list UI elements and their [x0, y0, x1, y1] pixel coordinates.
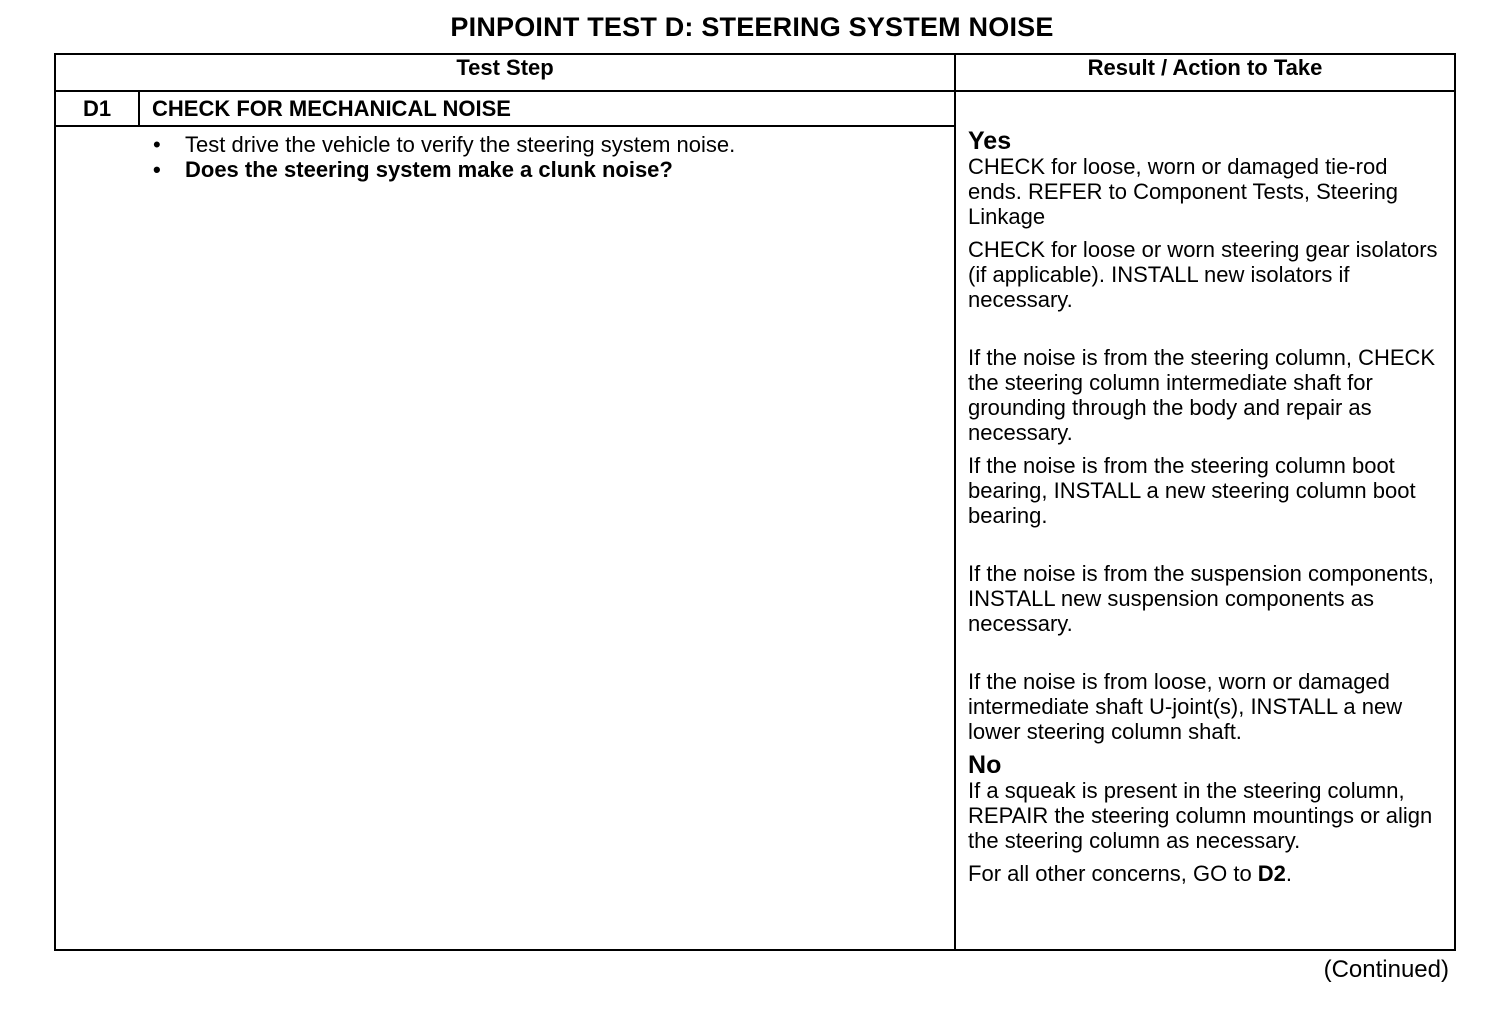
table-header-row [55, 54, 1455, 91]
no-action-2 [968, 861, 1446, 886]
goto-d2-link[interactable]: D2 [1257, 861, 1286, 886]
yes-action-2: CHECK for loose or worn steering gear isolators (if applicable). INSTALL new isolators if necessary. [968, 237, 1438, 312]
no-label: No [968, 751, 1002, 779]
instruction-question: • Does the steering system make a clunk noise? [149, 157, 954, 182]
yes-action-3: If the noise is from the steering column, CHECK the steering column intermediate shaft for grounding through the body and repair as necessary. [968, 345, 1436, 445]
yes-action-6: If the noise is from loose, worn or damaged intermediate shaft U-joint(s), INSTALL a new lower steering column shaft. [968, 669, 1403, 744]
test-step-header: Test Step [55, 54, 955, 91]
step-title: CHECK FOR MECHANICAL NOISE [139, 91, 955, 126]
no-action-2-prefix: For all other concerns, GO to [968, 861, 1258, 886]
no-action-2-suffix: . [1285, 861, 1293, 886]
instruction-list [149, 132, 954, 182]
yes-action-4: If the noise is from the steering column boot bearing, INSTALL a new steering column boot bearing. [968, 453, 1416, 528]
result-header: Result / Action to Take [955, 54, 1455, 91]
step-instructions [139, 126, 955, 950]
step-title-row [55, 91, 1455, 126]
yes-label: Yes [968, 127, 1012, 155]
pinpoint-test-table [54, 53, 1456, 951]
no-action-1: If a squeak is present in the steering column, REPAIR the steering column mountings or align the steering column as necessary. [968, 778, 1433, 853]
continued-note: (Continued) [1323, 956, 1449, 983]
yes-action-5: If the noise is from the suspension components, INSTALL new suspension components as necessary. [968, 561, 1434, 636]
step-id-spacer [55, 126, 139, 950]
result-cell [955, 91, 1455, 950]
page-title: PINPOINT TEST D: STEERING SYSTEM NOISE [450, 12, 1054, 42]
instruction-item: • Test drive the vehicle to verify the steering system noise. [149, 132, 954, 157]
yes-action-1: CHECK for loose, worn or damaged tie-rod ends. REFER to Component Tests, Steering Linkage [968, 154, 1399, 229]
step-id: D1 [55, 91, 139, 126]
